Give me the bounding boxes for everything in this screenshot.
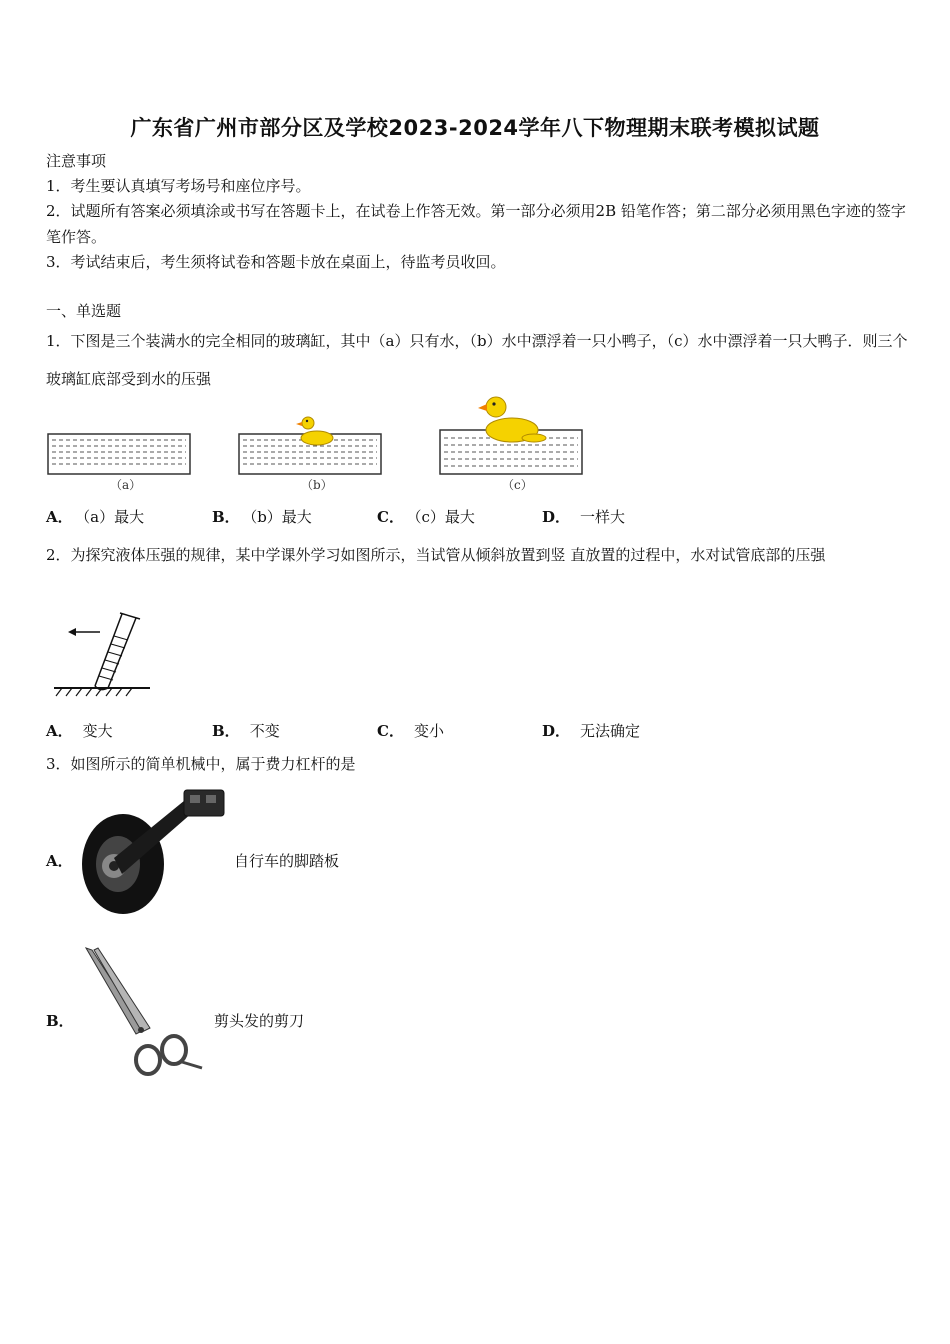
tank-c — [440, 397, 582, 474]
question-1-text: 1．下图是三个装满水的完全相同的玻璃缸，其中（a）只有水，（b）水中漂浮着一只小鸭子，（c）水中漂浮着一只大鸭子．则三个玻璃缸底部受到水的压强 — [46, 332, 908, 388]
q3-option-a-text[interactable]: 自行车的脚踏板 — [234, 852, 340, 870]
q2-option-b[interactable]: B． 不变 — [212, 722, 280, 740]
scissors-icon — [84, 946, 208, 1082]
q3-option-b-letter[interactable]: B． — [46, 1012, 74, 1030]
question-3-text: 3．如图所示的简单机械中，属于费力杠杆的是 — [46, 755, 356, 773]
q1-option-a[interactable]: A． （a）最大 — [46, 508, 145, 526]
glass-tanks-figure — [44, 390, 604, 496]
figure-label-b: （b） — [301, 478, 333, 492]
tank-a — [48, 434, 190, 474]
bicycle-pedal-icon — [78, 786, 232, 918]
notice-item: 2．试题所有答案必须填涂或书写在答题卡上，在试卷上作答无效。第一部分必须用2B 铅笔作答；第二部分必须用黑色字迹的签字笔作答。 — [46, 202, 906, 246]
q2-option-a[interactable]: A． 变大 — [46, 722, 113, 740]
notice-heading: 注意事项 — [46, 152, 107, 170]
q2-option-d[interactable]: D． 无法确定 — [542, 722, 641, 740]
test-tube-figure — [50, 610, 154, 698]
q3-option-b-text[interactable]: 剪头发的剪刀 — [214, 1012, 305, 1030]
tank-b — [239, 417, 381, 474]
figure-label-c: （c） — [502, 478, 533, 492]
q1-option-b[interactable]: B． （b）最大 — [212, 508, 312, 526]
left-arrow-icon — [68, 628, 100, 636]
section-heading: 一、单选题 — [46, 302, 122, 320]
notice-item: 3．考试结束后，考生须将试卷和答题卡放在桌面上，待监考员收回。 — [46, 253, 506, 271]
question-2-text: 2．为探究液体压强的规律，某中学课外学习如图所示，当试管从倾斜放置到竖 直放置的过程中，水对试管底部的压强 — [46, 546, 826, 564]
large-duck-icon — [478, 397, 546, 442]
figure-label-a: （a） — [110, 478, 142, 492]
notice-item: 1．考生要认真填写考场号和座位序号。 — [46, 177, 311, 195]
q1-option-c[interactable]: C． （c）最大 — [377, 508, 475, 526]
page-title: 广东省广州市部分区及学校2023-2024学年八下物理期末联考模拟试题 — [130, 116, 820, 140]
tilted-test-tube — [95, 613, 140, 690]
q1-option-d[interactable]: D． 一样大 — [542, 508, 626, 526]
q2-option-c[interactable]: C． 变小 — [377, 722, 444, 740]
q3-option-a-letter[interactable]: A． — [46, 852, 73, 870]
